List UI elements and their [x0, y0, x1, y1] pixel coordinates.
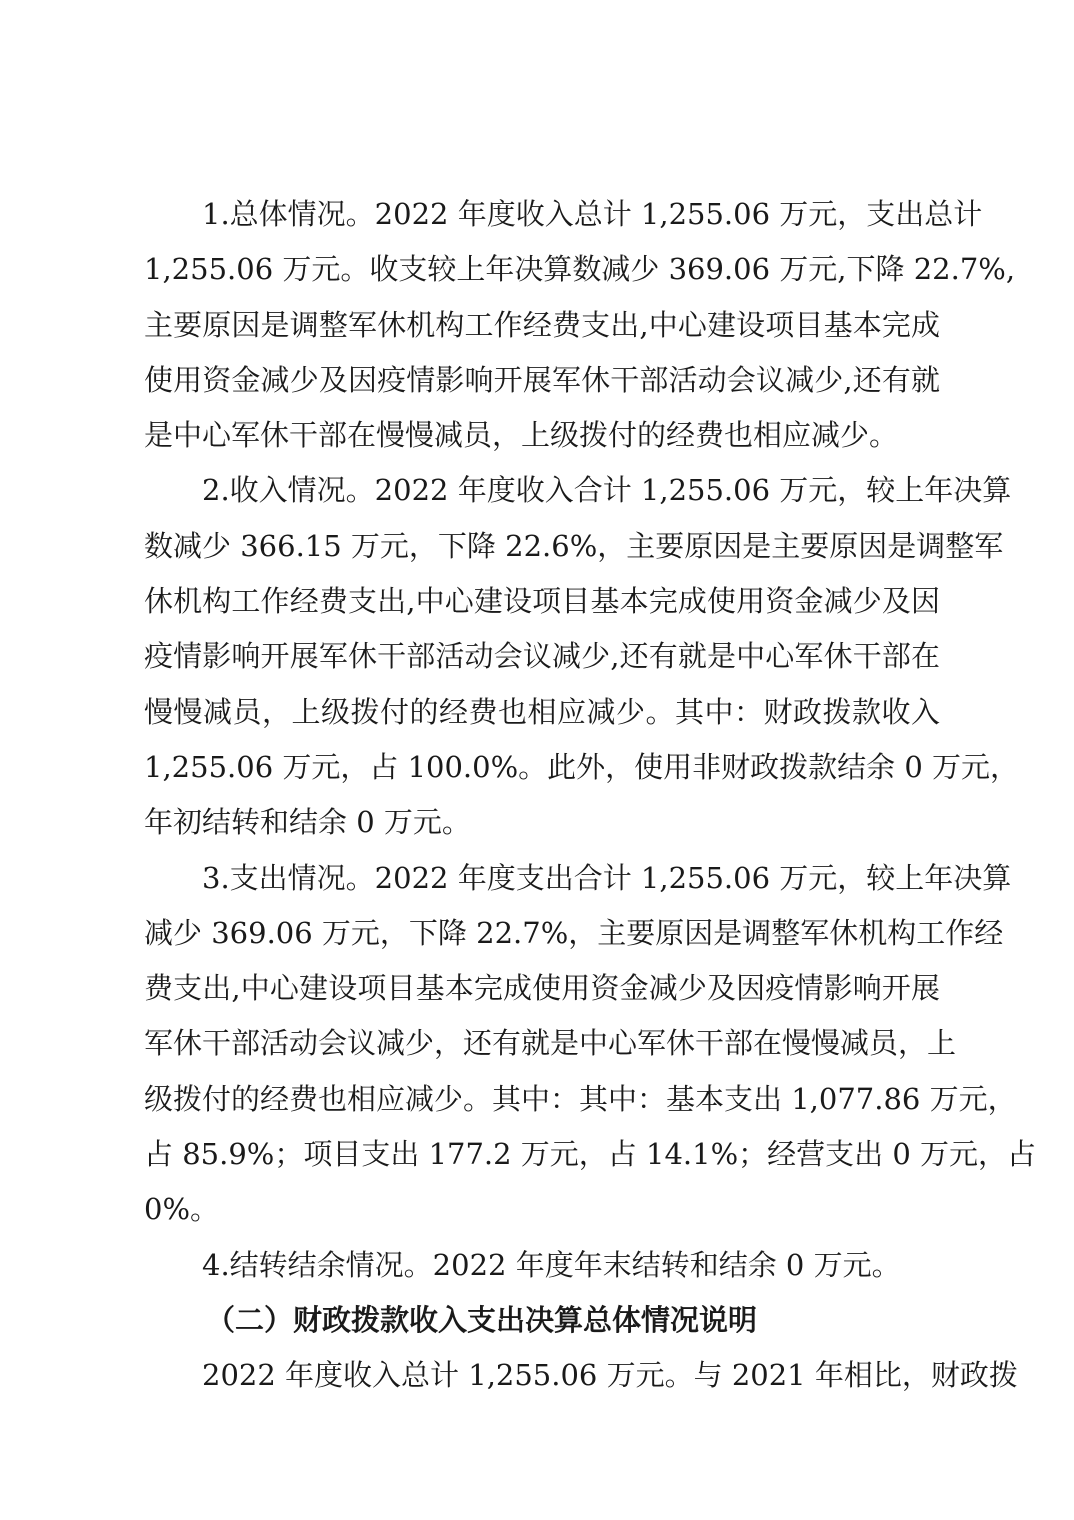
section-heading: （二）财政拨款收入支出决算总体情况说明 [206, 1302, 758, 1337]
paragraph-line: 疫情影响开展军休干部活动会议减少,还有就是中心军休干部在 [144, 639, 940, 674]
paragraph-line: 3.支出情况。2022 年度支出合计 1,255.06 万元，较上年决算 [202, 860, 1012, 895]
document-body [144, 187, 1037, 1404]
paragraph-line: 0%。 [144, 1192, 220, 1227]
paragraph-line: 休机构工作经费支出,中心建设项目基本完成使用资金减少及因 [144, 584, 940, 619]
paragraph-line: 1.总体情况。2022 年度收入总计 1,255.06 万元，支出总计 [202, 197, 983, 231]
paragraph-line: 2.收入情况。2022 年度收入合计 1,255.06 万元，较上年决算 [202, 473, 1012, 508]
paragraph-line: 是中心军休干部在慢慢减员，上级拨付的经费也相应减少。 [144, 418, 899, 453]
paragraph-line: 年初结转和结余 0 万元。 [144, 805, 471, 840]
paragraph-line: 减少 369.06 万元，下降 22.7%，主要原因是调整军休机构工作经 [144, 915, 1004, 950]
paragraph-line: 数减少 366.15 万元，下降 22.6%，主要原因是主要原因是调整军 [144, 528, 1004, 563]
paragraph-line: 2022 年度收入总计 1,255.06 万元。与 2021 年相比，财政拨 [202, 1358, 1018, 1393]
paragraph-line: 费支出,中心建设项目基本完成使用资金减少及因疫情影响开展 [144, 971, 940, 1006]
paragraph-line: 级拨付的经费也相应减少。其中：其中：基本支出 1,077.86 万元， [144, 1081, 1017, 1116]
paragraph-line: 占 85.9%；项目支出 177.2 万元，占 14.1%；经营支出 0 万元，占 [144, 1137, 1037, 1172]
paragraph-line: 1,255.06 万元。收支较上年决算数减少 369.06 万元,下降 22.7%, [144, 252, 1016, 287]
paragraph-line: 1,255.06 万元，占 100.0%。此外，使用非财政拨款结余 0 万元， [144, 749, 1020, 784]
paragraph-line: 慢慢减员，上级拨付的经费也相应减少。其中：财政拨款收入 [144, 694, 940, 729]
paragraph-line: 4.结转结余情况。2022 年度年末结转和结余 0 万元。 [202, 1247, 901, 1282]
paragraph-line: 主要原因是调整军休机构工作经费支出,中心建设项目基本完成 [144, 307, 940, 342]
paragraph-line: 军休干部活动会议减少，还有就是中心军休干部在慢慢减员，上 [144, 1026, 957, 1061]
paragraph-line: 使用资金减少及因疫情影响开展军休干部活动会议减少,还有就 [144, 362, 940, 397]
